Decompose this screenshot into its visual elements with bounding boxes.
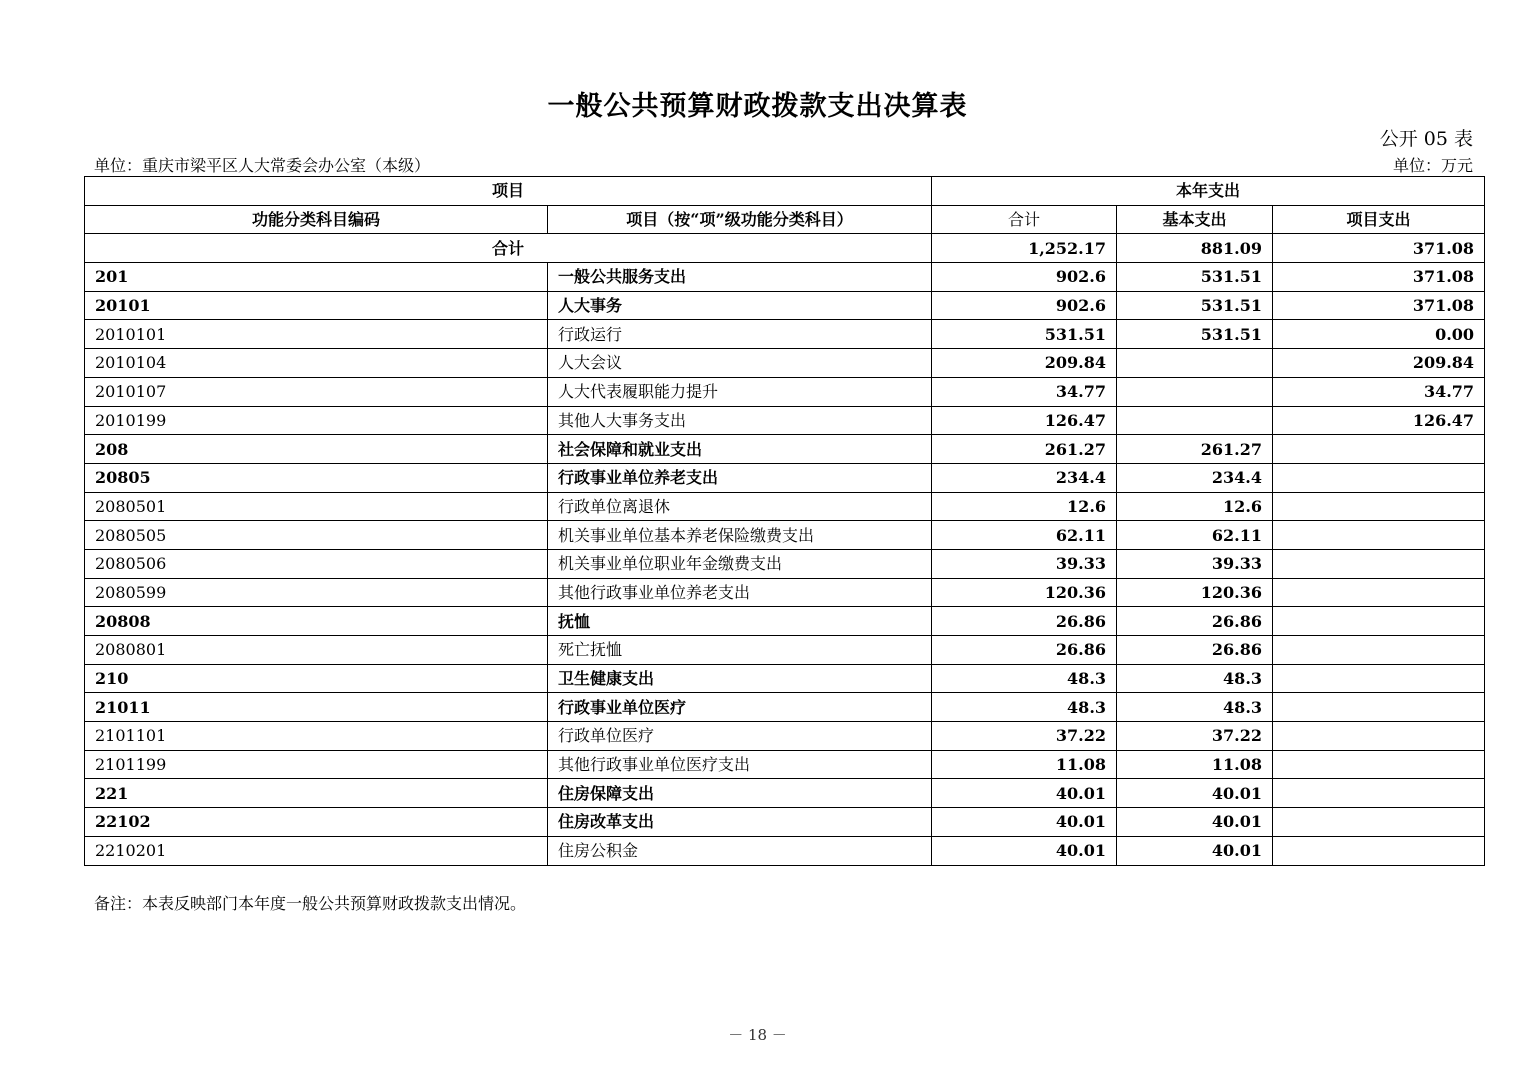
row-name: 行政单位离退休 xyxy=(548,492,932,521)
row-code: 2080801 xyxy=(85,636,548,665)
table-row xyxy=(85,492,1485,521)
row-basic: 40.01 xyxy=(1117,808,1273,837)
row-code: 2101199 xyxy=(85,750,548,779)
row-basic: 40.01 xyxy=(1117,836,1273,865)
row-project xyxy=(1273,722,1485,751)
row-name: 其他人大事务支出 xyxy=(548,406,932,435)
header-row-1 xyxy=(85,177,1485,206)
row-total: 48.3 xyxy=(932,693,1117,722)
row-name: 住房改革支出 xyxy=(548,808,932,837)
row-total: 531.51 xyxy=(932,320,1117,349)
row-total: 902.6 xyxy=(932,291,1117,320)
total-project: 371.08 xyxy=(1273,234,1485,263)
row-name: 死亡抚恤 xyxy=(548,636,932,665)
row-code: 22102 xyxy=(85,808,548,837)
row-total: 62.11 xyxy=(932,521,1117,550)
row-basic: 12.6 xyxy=(1117,492,1273,521)
row-project xyxy=(1273,549,1485,578)
row-basic: 48.3 xyxy=(1117,664,1273,693)
table-row xyxy=(85,406,1485,435)
form-number: 公开 05 表 xyxy=(1379,128,1473,150)
row-name: 其他行政事业单位养老支出 xyxy=(548,578,932,607)
row-code: 2080501 xyxy=(85,492,548,521)
row-code: 2210201 xyxy=(85,836,548,865)
row-basic: 531.51 xyxy=(1117,291,1273,320)
row-basic: 26.86 xyxy=(1117,636,1273,665)
row-project: 34.77 xyxy=(1273,377,1485,406)
row-project xyxy=(1273,463,1485,492)
table-row xyxy=(85,750,1485,779)
row-project xyxy=(1273,779,1485,808)
row-basic: 234.4 xyxy=(1117,463,1273,492)
row-name: 行政事业单位医疗 xyxy=(548,693,932,722)
row-basic: 11.08 xyxy=(1117,750,1273,779)
row-total: 126.47 xyxy=(932,406,1117,435)
row-project: 126.47 xyxy=(1273,406,1485,435)
table-row xyxy=(85,808,1485,837)
row-name: 行政运行 xyxy=(548,320,932,349)
row-name: 行政事业单位养老支出 xyxy=(548,463,932,492)
row-basic: 48.3 xyxy=(1117,693,1273,722)
row-name: 人大代表履职能力提升 xyxy=(548,377,932,406)
table-row xyxy=(85,836,1485,865)
currency-unit: 单位：万元 xyxy=(1392,156,1473,175)
row-project: 371.08 xyxy=(1273,263,1485,292)
row-code: 20808 xyxy=(85,607,548,636)
table-row xyxy=(85,349,1485,378)
row-basic: 62.11 xyxy=(1117,521,1273,550)
row-total: 34.77 xyxy=(932,377,1117,406)
header-basic: 基本支出 xyxy=(1117,205,1273,234)
table-row xyxy=(85,664,1485,693)
row-basic: 39.33 xyxy=(1117,549,1273,578)
row-project: 0.00 xyxy=(1273,320,1485,349)
row-total: 40.01 xyxy=(932,779,1117,808)
row-name: 人大会议 xyxy=(548,349,932,378)
header-code: 功能分类科目编码 xyxy=(85,205,548,234)
row-project xyxy=(1273,492,1485,521)
table-row xyxy=(85,779,1485,808)
page-title: 一般公共预算财政拨款支出决算表 xyxy=(547,91,968,122)
row-name: 机关事业单位职业年金缴费支出 xyxy=(548,549,932,578)
row-total: 261.27 xyxy=(932,435,1117,464)
row-code: 20101 xyxy=(85,291,548,320)
table-row xyxy=(85,549,1485,578)
row-name: 住房公积金 xyxy=(548,836,932,865)
total-row xyxy=(85,234,1485,263)
table-row xyxy=(85,291,1485,320)
table-row xyxy=(85,607,1485,636)
table-row xyxy=(85,320,1485,349)
row-project xyxy=(1273,750,1485,779)
table-row xyxy=(85,636,1485,665)
row-basic xyxy=(1117,349,1273,378)
row-project xyxy=(1273,607,1485,636)
row-total: 40.01 xyxy=(932,808,1117,837)
row-total: 902.6 xyxy=(932,263,1117,292)
row-project xyxy=(1273,435,1485,464)
row-basic: 26.86 xyxy=(1117,607,1273,636)
row-basic: 261.27 xyxy=(1117,435,1273,464)
row-name: 住房保障支出 xyxy=(548,779,932,808)
row-name: 一般公共服务支出 xyxy=(548,263,932,292)
row-code: 21011 xyxy=(85,693,548,722)
row-project xyxy=(1273,664,1485,693)
row-total: 120.36 xyxy=(932,578,1117,607)
row-name: 社会保障和就业支出 xyxy=(548,435,932,464)
footnote: 备注：本表反映部门本年度一般公共预算财政拨款支出情况。 xyxy=(94,894,527,913)
row-code: 2080506 xyxy=(85,549,548,578)
row-total: 234.4 xyxy=(932,463,1117,492)
total-label: 合计 xyxy=(85,234,932,263)
total-basic: 881.09 xyxy=(1117,234,1273,263)
row-basic: 37.22 xyxy=(1117,722,1273,751)
table-row xyxy=(85,263,1485,292)
table-row xyxy=(85,521,1485,550)
row-code: 201 xyxy=(85,263,548,292)
row-total: 40.01 xyxy=(932,836,1117,865)
row-project xyxy=(1273,636,1485,665)
row-basic xyxy=(1117,406,1273,435)
header-project-expense: 项目支出 xyxy=(1273,205,1485,234)
reporting-unit: 单位：重庆市梁平区人大常委会办公室（本级） xyxy=(94,156,431,175)
row-total: 11.08 xyxy=(932,750,1117,779)
header-project: 项目 xyxy=(85,177,932,206)
row-code: 2101101 xyxy=(85,722,548,751)
row-code: 2010107 xyxy=(85,377,548,406)
row-basic: 40.01 xyxy=(1117,779,1273,808)
header-current-year-expense: 本年支出 xyxy=(932,177,1485,206)
row-basic: 531.51 xyxy=(1117,320,1273,349)
row-project xyxy=(1273,836,1485,865)
row-code: 221 xyxy=(85,779,548,808)
total-total: 1,252.17 xyxy=(932,234,1117,263)
header-row-2 xyxy=(85,205,1485,234)
row-project: 209.84 xyxy=(1273,349,1485,378)
row-code: 2080505 xyxy=(85,521,548,550)
row-total: 48.3 xyxy=(932,664,1117,693)
row-code: 2080599 xyxy=(85,578,548,607)
row-project: 371.08 xyxy=(1273,291,1485,320)
row-project xyxy=(1273,808,1485,837)
row-name: 行政单位医疗 xyxy=(548,722,932,751)
row-project xyxy=(1273,693,1485,722)
row-name: 其他行政事业单位医疗支出 xyxy=(548,750,932,779)
row-total: 26.86 xyxy=(932,607,1117,636)
row-basic: 120.36 xyxy=(1117,578,1273,607)
row-total: 37.22 xyxy=(932,722,1117,751)
row-name: 卫生健康支出 xyxy=(548,664,932,693)
header-total: 合计 xyxy=(932,205,1117,234)
row-project xyxy=(1273,578,1485,607)
row-project xyxy=(1273,521,1485,550)
table-row xyxy=(85,578,1485,607)
expense-table xyxy=(84,176,1485,866)
row-basic: 531.51 xyxy=(1117,263,1273,292)
header-item: 项目（按“项”级功能分类科目） xyxy=(548,205,932,234)
row-code: 2010104 xyxy=(85,349,548,378)
row-code: 20805 xyxy=(85,463,548,492)
row-total: 39.33 xyxy=(932,549,1117,578)
row-total: 12.6 xyxy=(932,492,1117,521)
table-row xyxy=(85,722,1485,751)
row-total: 26.86 xyxy=(932,636,1117,665)
table-row xyxy=(85,435,1485,464)
row-code: 2010199 xyxy=(85,406,548,435)
table-row xyxy=(85,463,1485,492)
row-total: 209.84 xyxy=(932,349,1117,378)
row-code: 2010101 xyxy=(85,320,548,349)
row-name: 抚恤 xyxy=(548,607,932,636)
row-code: 210 xyxy=(85,664,548,693)
table-row xyxy=(85,377,1485,406)
row-code: 208 xyxy=(85,435,548,464)
row-name: 机关事业单位基本养老保险缴费支出 xyxy=(548,521,932,550)
table-row xyxy=(85,693,1485,722)
page-number: － 18 － xyxy=(728,1026,787,1044)
row-basic xyxy=(1117,377,1273,406)
row-name: 人大事务 xyxy=(548,291,932,320)
